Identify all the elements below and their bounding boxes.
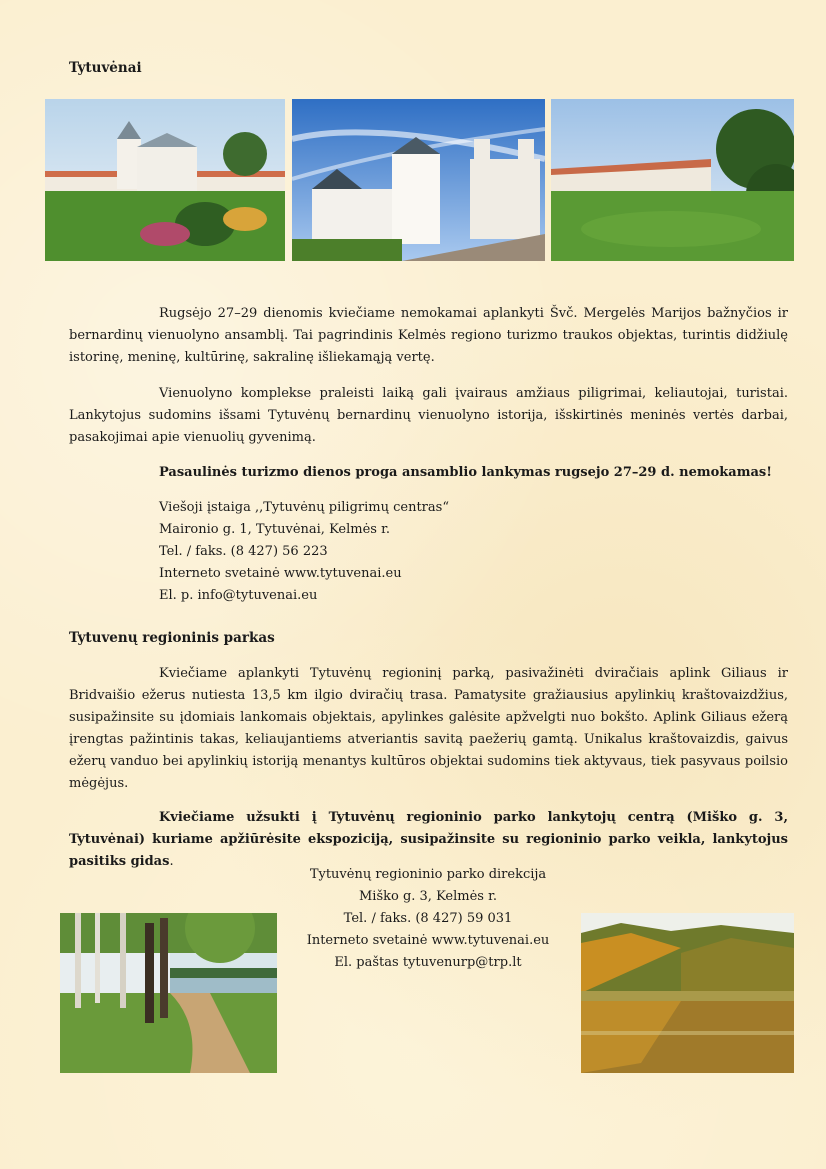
- visitor-centre-end: .: [169, 854, 174, 869]
- contact-website: Interneto svetainė www.tytuvenai.eu: [159, 566, 402, 581]
- free-visit-notice: Pasaulinės turizmo dienos proga ansamblio lankymas rugsejo 27–29 d. nemokamas!: [159, 465, 772, 480]
- park-text: Kviečiame aplankyti Tytuvėnų regioninį parką, pasivažinėti dviračiais aplink Giliaus ir Bridvaišio ežerus nutiesta 13,5 km ilgio dviračių trasa. Pamatysite gražiausius apylinkių kraštovaizdžius, susipažinsite su įdomiais lankomais objektais, apylinkes galėsite apžvelgti nuo bokšto. Aplink Giliaus ežerą įrengtas pažintinis takas, keliaujantiems atveriantis savitą paežerių gamtą. Unikalus kraštovaizdis, gaivus ežerų vanduo bei apylinkių istoriją menantys kultūros objektai sudomins tiek aktyvaus, tiek pasyvaus poilsio mėgėjus.: [69, 666, 788, 791]
- park-contact-phone: Tel. / faks. (8 427) 59 031: [343, 911, 513, 926]
- contact-org: Viešoji įstaiga ,,Tytuvėnų piligrimų centras“: [159, 500, 449, 515]
- pilgrim-centre-contact: [159, 497, 449, 607]
- contact-phone: Tel. / faks. (8 427) 56 223: [159, 544, 328, 559]
- monastery-paragraph: [69, 383, 788, 449]
- monastery-text: Vienuolyno komplekse praleisti laiką gali įvairaus amžiaus piligrimai, keliautojai, turistai. Lankytojus sudomins išsami Tytuvėnų bernardinų vienuolyno istorija, išskirtinės meninės vertės darbai, pasakojimai apie vienuolių gyvenimą.: [69, 386, 788, 445]
- intro-text: Rugsėjo 27–29 dienomis kviečiame nemokamai aplankyti Švč. Mergelės Marijos bažnyčios ir bernardinų vienuolyno ansamblį. Tai pagrindinis Kelmės regiono turizmo traukos objektas, turintis didžiulę istorinę, meninę, kultūrinę, sakralinę išliekamąją vertę.: [69, 306, 788, 365]
- section-title-regional-park: Tytuvenų regioninis parkas: [69, 630, 275, 646]
- intro-paragraph: [69, 303, 788, 369]
- contact-address: Maironio g. 1, Tytuvėnai, Kelmės r.: [159, 522, 391, 537]
- park-contact-org: Tytuvėnų regioninio parko direkcija: [309, 867, 547, 882]
- photo-monastery-courtyard: [45, 99, 285, 261]
- park-contact-website: Interneto svetainė www.tytuvenai.eu: [306, 933, 550, 948]
- park-paragraph: [69, 663, 788, 795]
- photo-church-towers: [292, 99, 545, 261]
- photo-cloister-lawn: [551, 99, 794, 261]
- photo-forest-path: [60, 913, 277, 1073]
- visitor-centre-text: Kviečiame užsukti į Tytuvėnų regioninio parko lankytojų centrą (Miško g. 3, Tytuvėnai) kuriame apžiūrėsite ekspoziciją, susipažinsite su regioninio parko veikla, lankytojus pasitiks gidas: [69, 810, 788, 869]
- contact-email: El. p. info@tytuvenai.eu: [159, 588, 318, 603]
- park-directorate-contact: [280, 864, 576, 974]
- photo-autumn-lake: [581, 913, 794, 1073]
- section-title-tytuvenai: Tytuvėnai: [69, 60, 142, 76]
- park-contact-address: Miško g. 3, Kelmės r.: [358, 889, 498, 904]
- park-contact-email: El. paštas tytuvenurp@trp.lt: [334, 955, 522, 970]
